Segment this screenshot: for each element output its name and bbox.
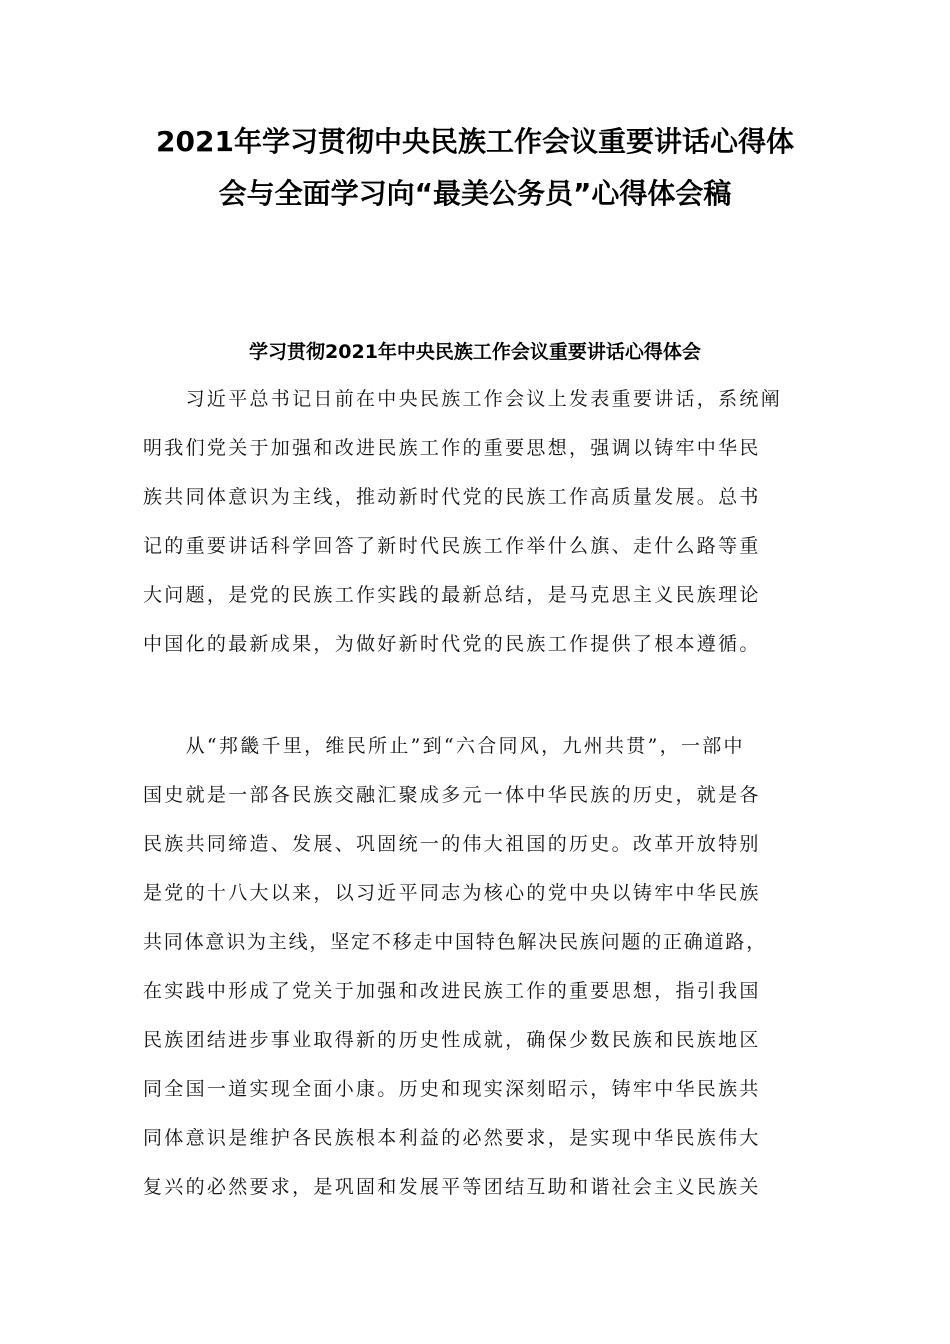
section-heading: 学习贯彻2021年中央民族工作会议重要讲话心得体会 bbox=[249, 341, 701, 363]
paragraph-line: 同体意识是维护各民族根本利益的必然要求，是实现中华民族伟大 bbox=[143, 1127, 761, 1149]
paragraph-line: 族共同体意识为主线，推动新时代党的民族工作高质量发展。总书 bbox=[143, 486, 761, 508]
title-line: 会与全面学习向“最美公务员”心得体会稿 bbox=[218, 177, 732, 210]
paragraph-line: 大问题，是党的民族工作实践的最新总结，是马克思主义民族理论 bbox=[143, 584, 761, 606]
paragraph-line: 习近平总书记日前在中央民族工作会议上发表重要讲话，系统阐 bbox=[143, 388, 783, 410]
paragraph-line: 同全国一道实现全面小康。历史和现实深刻昭示，铸牢中华民族共 bbox=[143, 1078, 761, 1100]
paragraph-line: 从“邦畿千里，维民所止”到“六合同风，九州共贯”，一部中 bbox=[143, 735, 745, 757]
paragraph-line: 明我们党关于加强和改进民族工作的重要思想，强调以铸牢中华民 bbox=[143, 437, 761, 459]
paragraph-line: 是党的十八大以来，以习近平同志为核心的党中央以铸牢中华民族 bbox=[143, 882, 761, 904]
paragraph-line: 共同体意识为主线，坚定不移走中国特色解决民族问题的正确道路， bbox=[143, 931, 768, 953]
paragraph-line: 在实践中形成了党关于加强和改进民族工作的重要思想，指引我国 bbox=[143, 980, 761, 1002]
paragraph-line: 中国化的最新成果，为做好新时代党的民族工作提供了根本遵循。 bbox=[143, 633, 761, 655]
paragraph-line: 民族团结进步事业取得新的历史性成就，确保少数民族和民族地区 bbox=[143, 1029, 761, 1051]
paragraph-line: 复兴的必然要求，是巩固和发展平等团结互助和谐社会主义民族关 bbox=[143, 1176, 761, 1198]
paragraph-2 bbox=[143, 722, 833, 1212]
paragraph-1 bbox=[143, 375, 833, 669]
document-title bbox=[120, 116, 830, 220]
paragraph-line: 民族共同缔造、发展、巩固统一的伟大祖国的历史。改革开放特别 bbox=[143, 833, 761, 855]
paragraph-line: 记的重要讲话科学回答了新时代民族工作举什么旗、走什么路等重 bbox=[143, 535, 761, 557]
title-line: 2021年学习贯彻中央民族工作会议重要讲话心得体 bbox=[156, 125, 794, 158]
paragraph-line: 国史就是一部各民族交融汇聚成多元一体中华民族的历史，就是各 bbox=[143, 784, 761, 806]
